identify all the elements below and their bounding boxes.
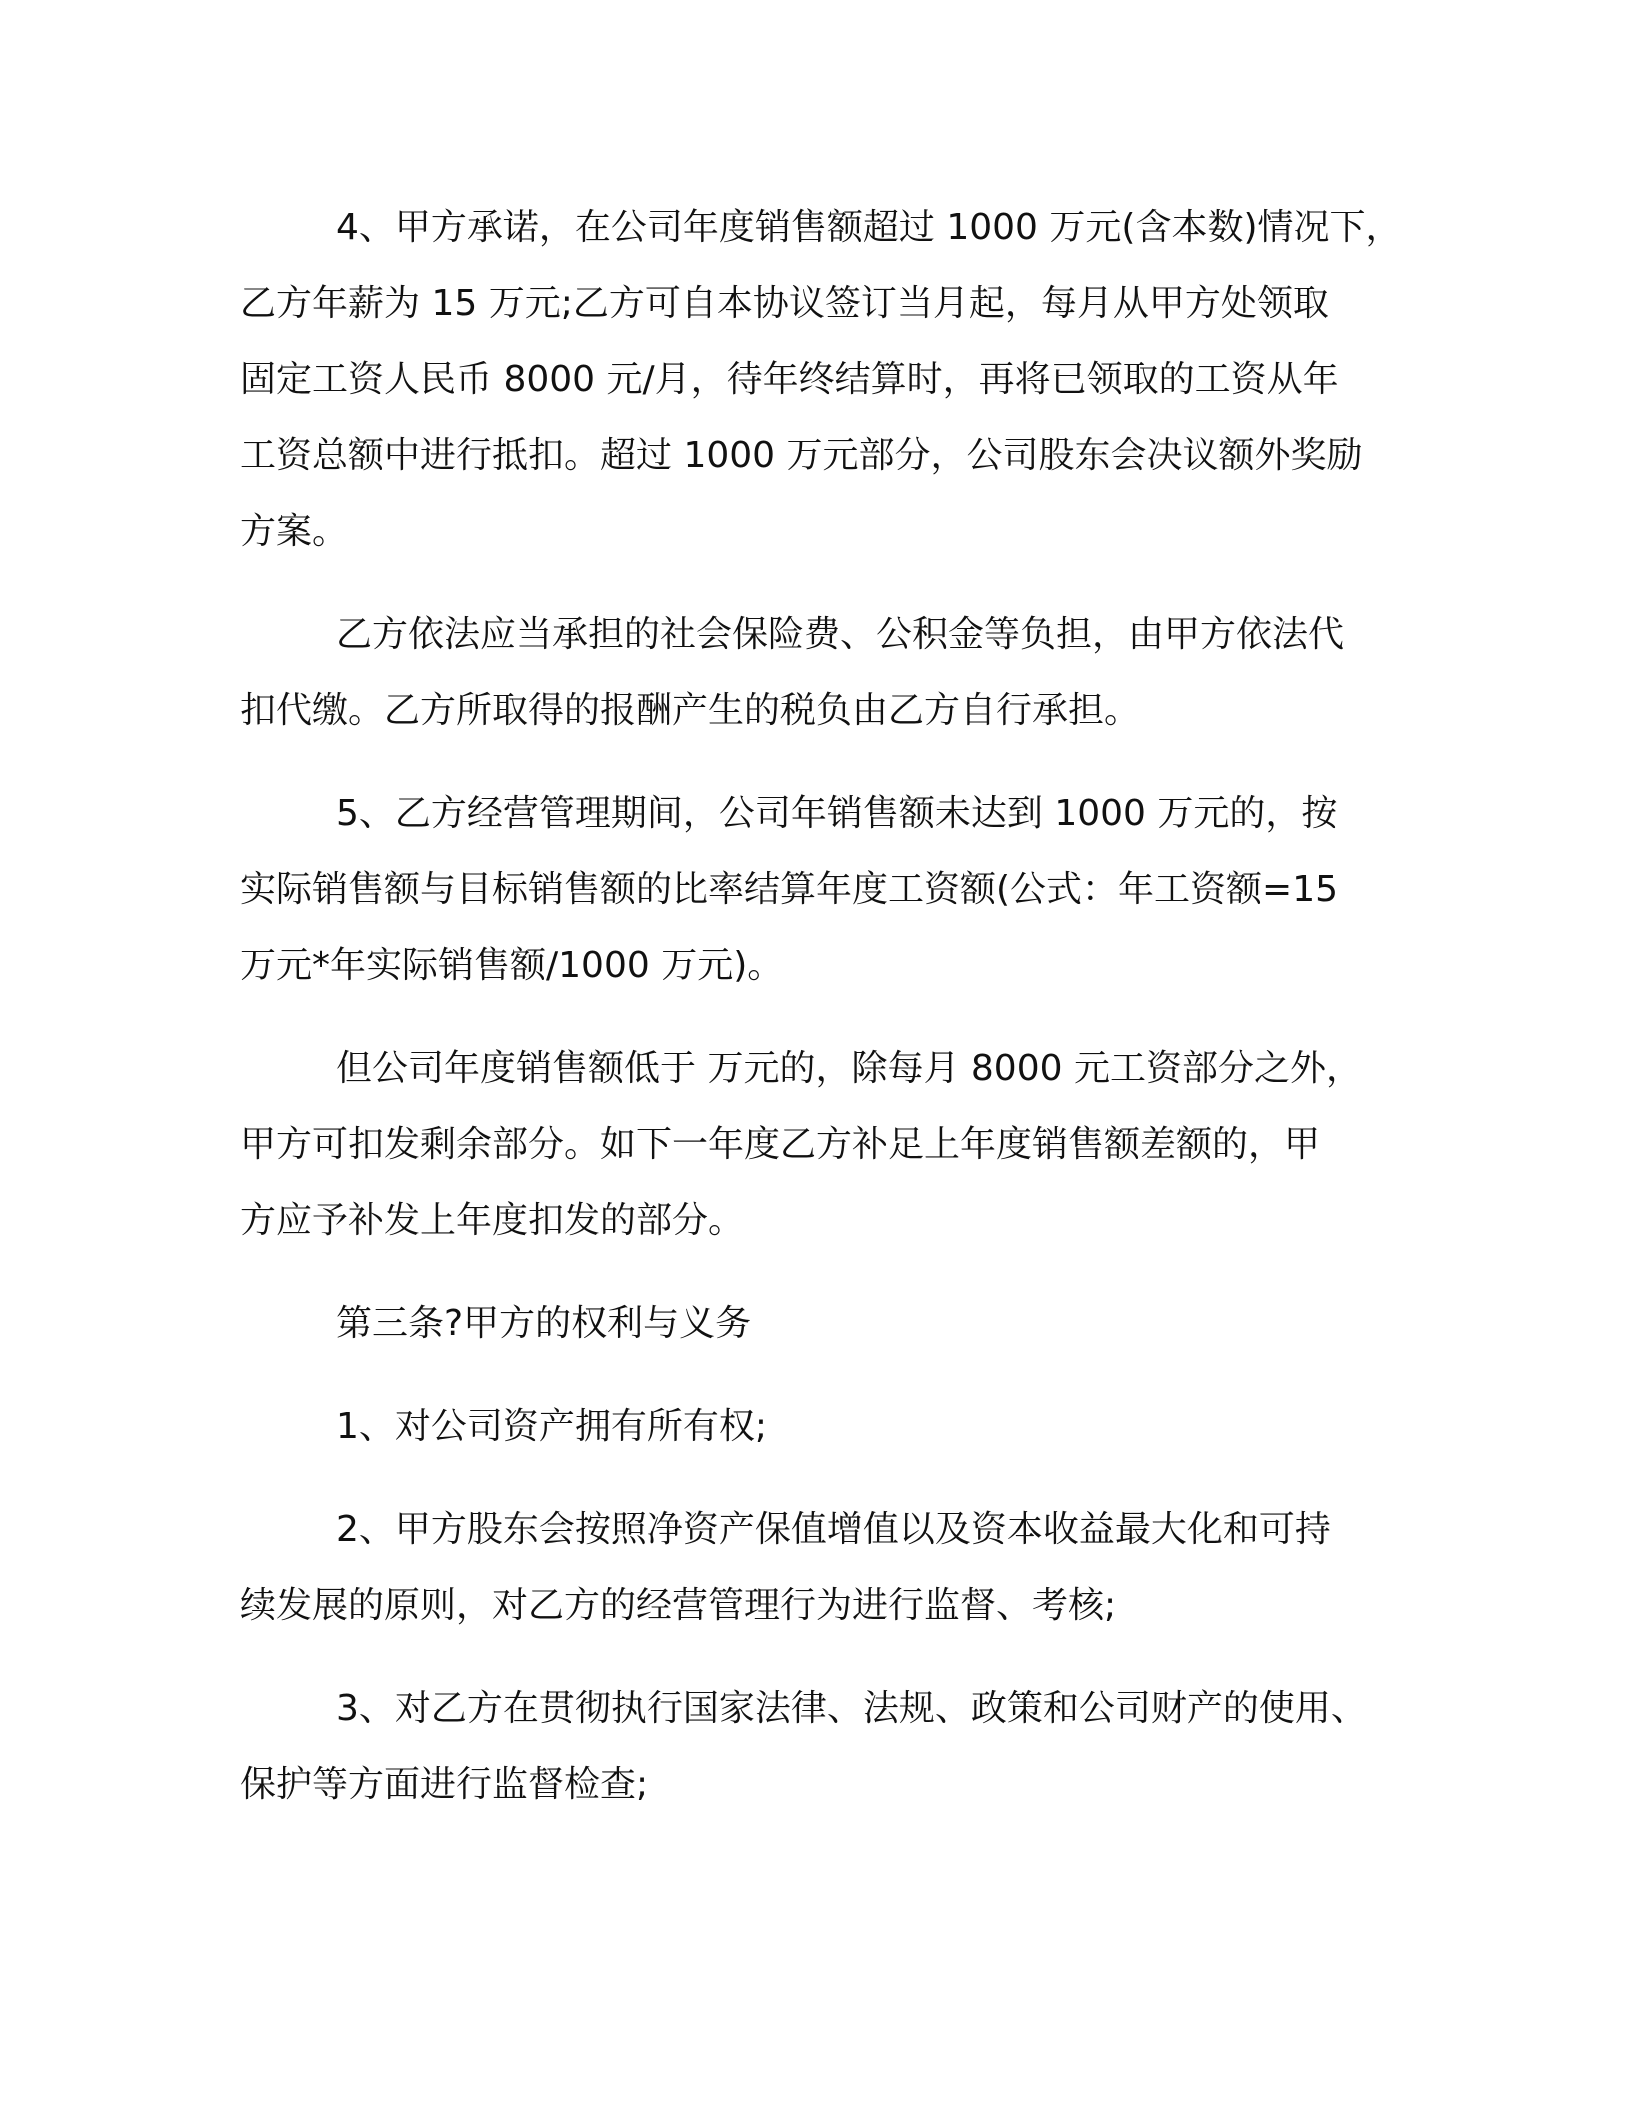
section-heading: [240, 1286, 1410, 1362]
text-line: 乙方年薪为 15 万元;乙方可自本协议签订当月起，每月从甲方处领取: [240, 283, 1329, 324]
text-line: 续发展的原则，对乙方的经营管理行为进行监督、考核;: [240, 1585, 1117, 1626]
text-line: 4、甲方承诺，在公司年度销售额超过 1000 万元(含本数)情况下，: [336, 207, 1402, 248]
text-line: 5、乙方经营管理期间，公司年销售额未达到 1000 万元的，按: [336, 793, 1338, 834]
paragraph-deduction: [240, 1031, 1410, 1259]
paragraph-item-3: [240, 1671, 1410, 1823]
text-line: 扣代缴。乙方所取得的报酬产生的税负由乙方自行承担。: [240, 690, 1141, 731]
text-line: 2、甲方股东会按照净资产保值增值以及资本收益最大化和可持: [336, 1509, 1331, 1550]
paragraph-salary-commitment: [240, 190, 1410, 570]
text-line: 1、对公司资产拥有所有权;: [336, 1406, 768, 1447]
text-line: 但公司年度销售额低于 万元的，除每月 8000 元工资部分之外，: [336, 1048, 1362, 1089]
text-line: 保护等方面进行监督检查;: [240, 1764, 649, 1805]
document-body: [240, 190, 1410, 1850]
text-line: 乙方依法应当承担的社会保险费、公积金等负担，由甲方依法代: [336, 614, 1345, 655]
text-line: 固定工资人民币 8000 元/月，待年终结算时，再将已领取的工资从年: [240, 359, 1339, 400]
paragraph-social-insurance: [240, 597, 1410, 749]
text-line: 方应予补发上年度扣发的部分。: [240, 1200, 745, 1241]
paragraph-sales-shortfall: [240, 776, 1410, 1004]
text-line: 实际销售额与目标销售额的比率结算年度工资额(公式：年工资额=15: [240, 869, 1339, 910]
text-line: 3、对乙方在贯彻执行国家法律、法规、政策和公司财产的使用、: [336, 1688, 1367, 1729]
text-line: 第三条?甲方的权利与义务: [336, 1303, 752, 1344]
paragraph-item-2: [240, 1492, 1410, 1644]
paragraph-item-1: [240, 1389, 1410, 1465]
text-line: 工资总额中进行抵扣。超过 1000 万元部分，公司股东会决议额外奖励: [240, 435, 1363, 476]
text-line: 方案。: [240, 511, 349, 552]
text-line: 甲方可扣发剩余部分。如下一年度乙方补足上年度销售额差额的，甲: [240, 1124, 1321, 1165]
text-line: 万元*年实际销售额/1000 万元)。: [240, 945, 784, 986]
